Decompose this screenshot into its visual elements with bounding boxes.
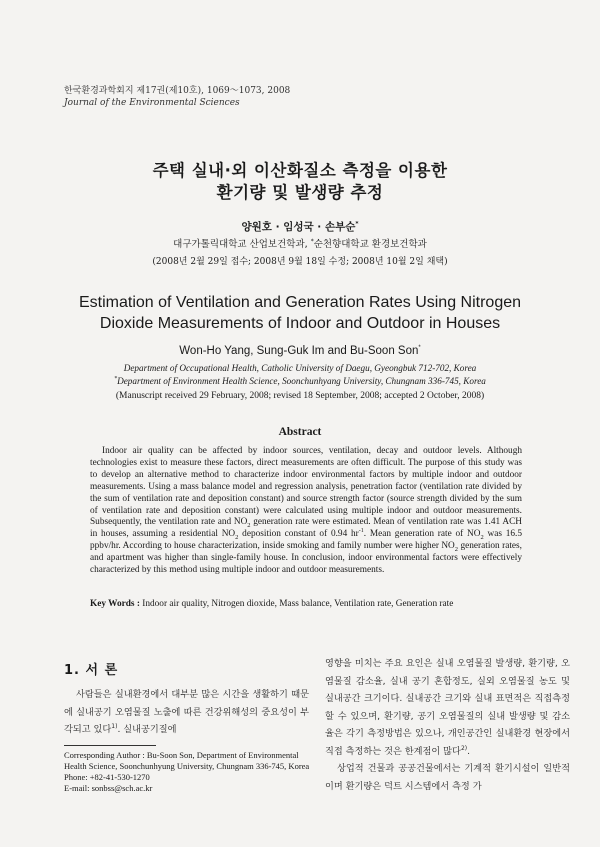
abstract-text-4: . Mean generation rate of NO xyxy=(363,529,481,540)
english-author-marker: * xyxy=(418,345,421,352)
journal-name: Journal of the Environmental Sciences xyxy=(64,98,240,108)
english-affiliation-marker: * xyxy=(114,375,118,382)
abstract-sub-4: 2 xyxy=(454,546,459,554)
english-title-line1: Estimation of Ventilation and Generation Rates Using Nitrogen xyxy=(78,294,522,311)
intro-left-ref: 1) xyxy=(111,722,118,730)
abstract-text-3: deposition constant of 0.94 hr xyxy=(238,529,359,540)
introduction-right-column xyxy=(325,655,570,795)
korean-affiliation-2: 순천향대학교 환경보건학과 xyxy=(313,239,427,250)
abstract-text-1: Indoor air quality can be affected by indoor sources, ventilation, decay and outdoor levels. Although technologies exist to measure these factors, direct measurements are often difficult. The purpose of this study was to develop an alternative method to characterize indoor environmental factors by multiple indoor and outdoor measurements. Using a mass balance model and regression analysis, penetration factor (ventilation rate divided by the sum of ventilation rate and deposition constant) and source strength factor (source strength divided by the sum of ventilation rate and deposition constant) were calculated using multiple indoor and outdoor measurements. Subsequently, the ventilation rate and NO xyxy=(90,446,522,528)
intro-left-text: 사람들은 실내환경에서 대부분 많은 시간을 생활하기 때문에 실내공기 오염물질 노출에 따른 건강위해성의 중요성이 부각되고 있다 xyxy=(64,689,309,735)
keywords-label: Key Words : xyxy=(90,599,143,609)
introduction-left-column xyxy=(64,686,309,739)
abstract-body xyxy=(90,446,522,577)
footnote-divider xyxy=(64,745,156,746)
intro-right-paragraph-2: 상업적 건물과 공공건물에서는 기계적 환기시설이 일반적이며 환기량은 덕트 시스템에서 측정 가 xyxy=(325,763,570,792)
footnote-phone: Phone: +82-41-530-1270 xyxy=(64,772,150,782)
abstract-sub-1: 2 xyxy=(247,522,251,530)
intro-left-text-end: . 실내공기질에 xyxy=(117,724,177,735)
intro-right-text-1-end: . xyxy=(467,745,471,757)
english-authors xyxy=(0,344,600,359)
abstract-sub-2: 2 xyxy=(235,534,239,542)
korean-affiliations xyxy=(0,238,600,251)
footnote-corresponding: Corresponding Author : Bu-Soon Son, Department of Environmental Health Science, Soonchunhyung University, Chungnam 336-745, Korea xyxy=(64,750,310,771)
korean-affiliation-marker: * xyxy=(310,237,314,245)
korean-received-dates: (2008년 2월 29일 접수; 2008년 9월 18일 수정; 2008년 10월 2일 채택) xyxy=(152,257,448,267)
intro-right-text-1: 영향을 미치는 주요 요인은 실내 오염물질 발생량, 환기량, 오염물질 감소율, 실내 공기 혼합정도, 실외 오염물질 농도 및 실내공간 크기이다. 실내공간 크기와 실내 표면적은 직접측정 할 수 있으며, 환기량, 공기 오염물질의 실내 발생량 및 감소율은 각기 측정방법은 있으나, 개인공간인 실내환경 현장에서 직접 측정하는 것은 한계점이 많다 xyxy=(325,658,570,757)
english-received-dates: (Manuscript received 29 February, 2008; revised 18 September, 2008; accepted 2 October, 2008) xyxy=(115,391,485,401)
korean-author-names: 양원호 · 임성국 · 손부순 xyxy=(241,221,356,233)
abstract-sub-3: 2 xyxy=(480,534,484,542)
keywords xyxy=(90,598,530,610)
footnote-email: E-mail: sonbss@sch.ac.kr xyxy=(64,783,153,793)
korean-title-line2: 환기량 및 발생량 추정 xyxy=(216,183,384,202)
english-affiliation-1: Department of Occupational Health, Catholic University of Daegu, Gyeongbuk 712-702, Korea xyxy=(123,363,477,373)
korean-author-marker: * xyxy=(355,220,359,228)
korean-title-line1: 주택 실내·외 이산화질소 측정을 이용한 xyxy=(152,161,448,180)
abstract-text-6: generation rates, and apartment was higher than single-family house. In conclusion, indoor environmental factors were effectively characterized by this method using multiple indoor and outdoor measurements. xyxy=(90,541,522,576)
corresponding-footnote xyxy=(64,750,314,794)
intro-right-ref: 2) xyxy=(460,744,468,752)
english-title-line2: Dioxide Measurements of Indoor and Outdoor in Houses xyxy=(99,315,501,332)
english-title xyxy=(0,292,600,334)
abstract-sup-1: -1 xyxy=(358,528,364,535)
keywords-text: Indoor air quality, Nitrogen dioxide, Mass balance, Ventilation rate, Generation rate xyxy=(142,599,454,609)
abstract-text-2: generation rate were estimated. Mean of ventilation rate was 1.41 ACH in houses, assuming a residential NO xyxy=(90,517,522,540)
abstract-text-5: was 16.5 ppbv/hr. According to house characterization, inside smoking and family number were higher NO xyxy=(90,529,522,552)
korean-affiliation-1: 대구가톨릭대학교 산업보건학과, xyxy=(173,239,311,250)
english-affiliation-2: Department of Environment Health Science, Soonchunhyang University, Chungnam 336-745, Korea xyxy=(117,375,486,386)
korean-authors xyxy=(0,220,600,234)
section-title-introduction: 1. 서 론 xyxy=(64,663,119,678)
intro-right-paragraph-1 xyxy=(325,655,570,760)
journal-citation: 한국환경과학회지 제17권(제10호), 1069～1073, 2008 xyxy=(64,86,291,96)
korean-title xyxy=(0,160,600,204)
english-author-names: Won-Ho Yang, Sung-Guk Im and Bu-Soon Son xyxy=(179,345,419,357)
abstract-heading: Abstract xyxy=(278,426,322,438)
journal-header xyxy=(64,85,290,109)
english-affiliations xyxy=(0,362,600,387)
